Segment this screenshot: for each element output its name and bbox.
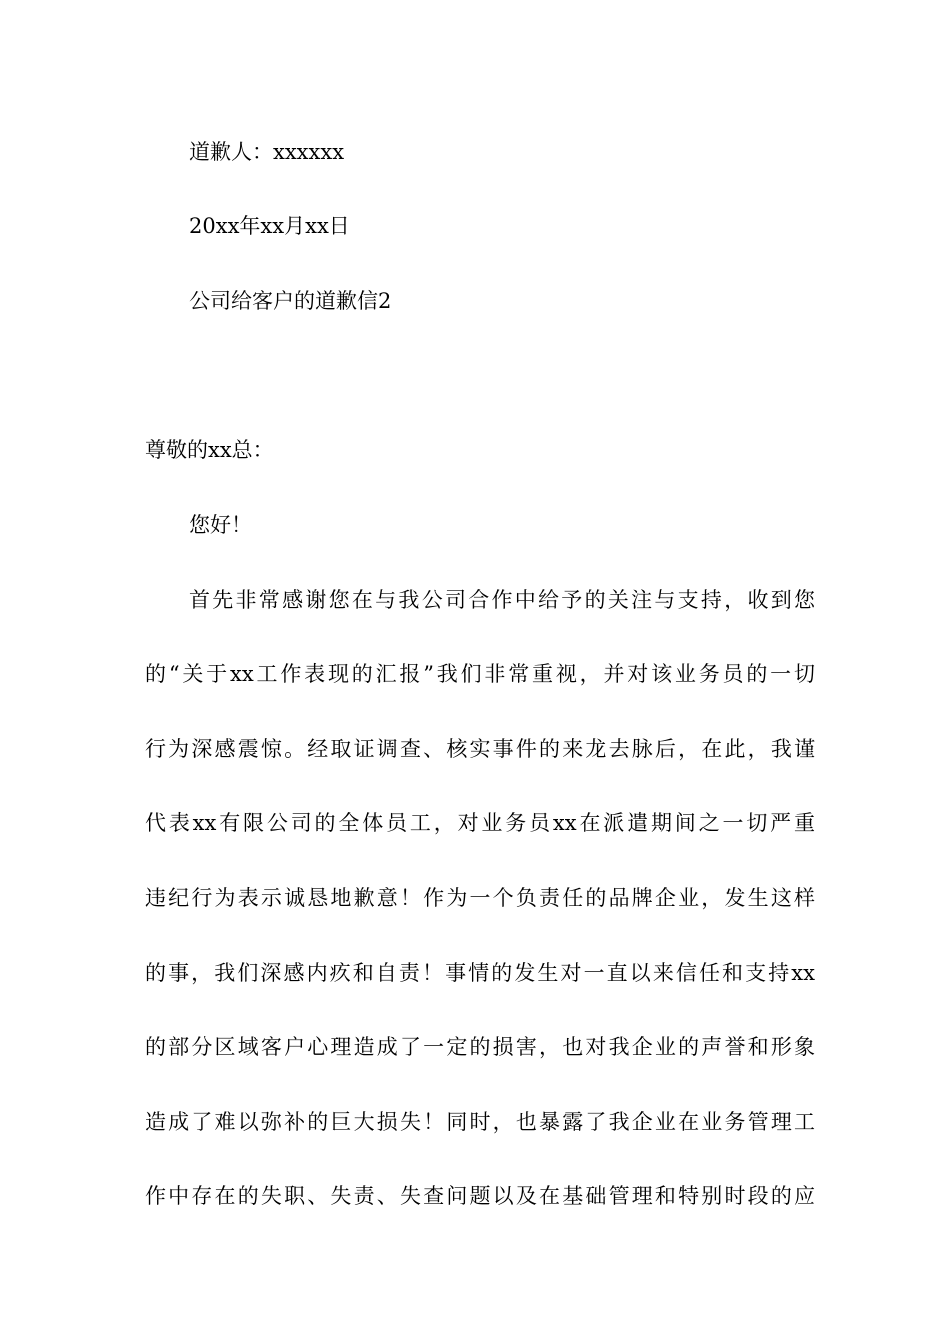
section-title: 公司给客户的道歉信2 [189,289,392,313]
salutation: 尊敬的xx总： [145,438,274,462]
body-line: 首先非常感谢您在与我公司合作中给予的关注与支持，收到您 [189,588,815,612]
body-line: 的“关于xx工作表现的汇报”我们非常重视，并对该业务员的一切 [145,662,815,686]
greeting: 您好！ [189,513,252,537]
body-line: 造成了难以弥补的巨大损失！同时，也暴露了我企业在业务管理工 [145,1110,815,1134]
date-line: 20xx年xx月xx日 [189,214,350,238]
body-line: 违纪行为表示诚恳地歉意！作为一个负责任的品牌企业，发生这样 [145,886,815,910]
body-line: 作中存在的失职、失责、失查问题以及在基础管理和特别时段的应 [145,1184,815,1208]
body-line: 代表xx有限公司的全体员工，对业务员xx在派遣期间之一切严重 [145,811,815,835]
body-line: 行为深感震惊。经取证调查、核实事件的来龙去脉后，在此，我谨 [145,737,815,761]
apologizer-line: 道歉人：xxxxxx [189,140,345,164]
body-line: 的部分区域客户心理造成了一定的损害，也对我企业的声誉和形象 [145,1035,815,1059]
body-line: 的事，我们深感内疚和自责！事情的发生对一直以来信任和支持xx [145,961,815,985]
